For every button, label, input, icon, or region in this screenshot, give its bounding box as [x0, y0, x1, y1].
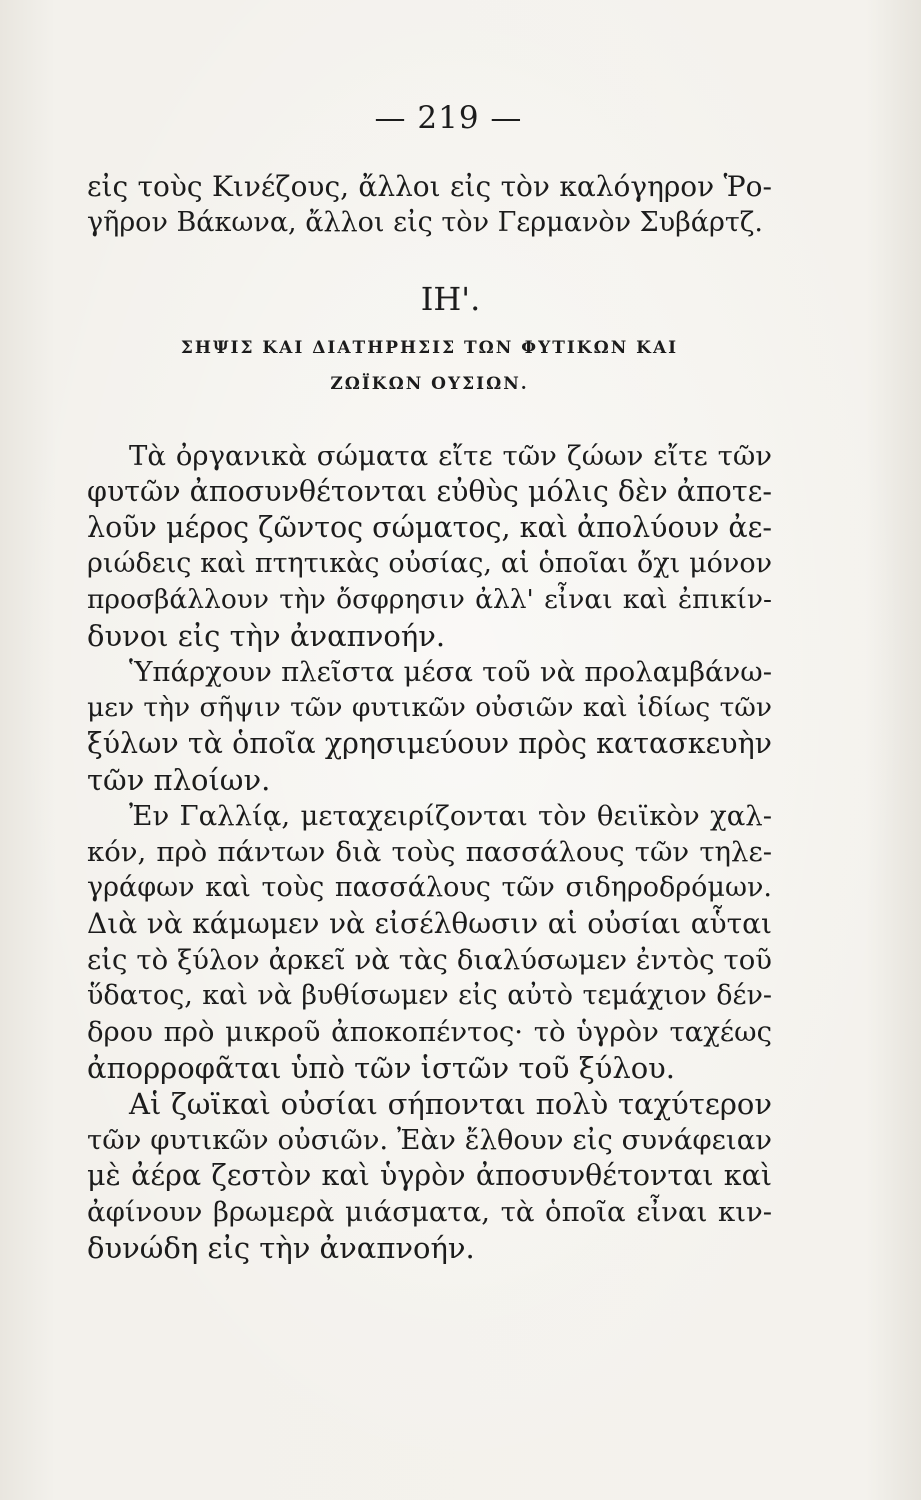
text-line: μὲ ἀέρα ζεστὸν καὶ ὑγρὸν ἀποσυνθέτονται καὶ [87, 1159, 772, 1192]
page-number: — 219 — [374, 100, 523, 136]
text-line: τῶν πλοίων. [87, 763, 271, 797]
text-line: ξύλων τὰ ὁποῖα χρησιμεύουν πρὸς κατασκευὴν [87, 727, 772, 760]
text-line: φυτῶν ἀποσυνθέτονται εὐθὺς μόλις δὲν ἀποτε- [87, 475, 773, 508]
section-title-line: ΣΗΨΙΣ ΚΑΙ ΔΙΑΤΗΡΗΣΙΣ ΤΩΝ ΦΥΤΙΚΩΝ ΚΑΙ [180, 338, 679, 358]
text-line: τῶν φυτικῶν οὐσιῶν. Ἐὰν ἔλθουν εἰς συνάφειαν [87, 1124, 772, 1156]
text-line: δυνοι εἰς τὴν ἀναπνοήν. [87, 619, 446, 653]
text-line: εἰς τοὺς Κινέζους, ἄλλοι εἰς τὸν καλόγηρον Ῥο- [87, 170, 772, 203]
section-number: ΙΗ'. [420, 280, 481, 318]
text-line: ριώδεις καὶ πτητικὰς οὐσίας, αἱ ὁποῖαι ὄχι μόνον [87, 548, 772, 579]
text-line: ὕδατος, καὶ νὰ βυθίσωμεν εἰς αὐτὸ τεμάχιον δέν- [87, 980, 772, 1011]
text-line: ἀπορροφᾶται ὑπὸ τῶν ἱστῶν τοῦ ξύλου. [87, 1051, 676, 1085]
text-line: γράφων καὶ τοὺς πασσάλους τῶν σιδηροδρόμων. [87, 872, 772, 903]
paragraph-first-line: Αἱ ζωϊκαὶ οὐσίαι σήπονται πολὺ ταχύτερον [129, 1087, 772, 1121]
text-line: γῆρον Βάκωνα, ἄλλοι εἰς τὸν Γερμανὸν Συβάρτζ. [87, 207, 763, 238]
section-title-line: ΖΩΪΚΩΝ ΟΥΣΙΩΝ. [330, 374, 529, 394]
paragraph-first-line: Τὰ ὀργανικὰ σώματα εἴτε τῶν ζώων εἴτε τῶν [129, 440, 772, 472]
text-line: προσβάλλουν τὴν ὄσφρησιν ἀλλ' εἶναι καὶ ἐπικίν- [87, 584, 772, 615]
paragraph-first-line: Ὑπάρχουν πλεῖστα μέσα τοῦ νὰ προλαμβάνω- [129, 656, 772, 688]
body-text [87, 438, 772, 1266]
text-line: λοῦν μέρος ζῶντος σώματος, καὶ ἀπολύουν ἀε- [87, 511, 772, 544]
text-line: Διὰ νὰ κάμωμεν νὰ εἰσέλθωσιν αἱ οὐσίαι αὗται [87, 907, 772, 940]
text-line: εἰς τὸ ξύλον ἀρκεῖ νὰ τὰς διαλύσωμεν ἐντὸς τοῦ [87, 944, 772, 976]
section-title [87, 330, 772, 402]
text-line: μεν τὴν σῆψιν τῶν φυτικῶν οὐσιῶν καὶ ἰδίως τῶν [87, 692, 772, 723]
intro-paragraph [87, 169, 772, 241]
text-line: δρου πρὸ μικροῦ ἀποκοπέντος· τὸ ὑγρὸν ταχέως [87, 1016, 772, 1048]
text-line: κόν, πρὸ πάντων διὰ τοὺς πασσάλους τῶν τηλε- [87, 836, 772, 868]
paragraph-first-line: Ἐν Γαλλίᾳ, μεταχειρίζονται τὸν θειϊκὸν χαλ- [129, 800, 772, 832]
text-line: ἀφίνουν βρωμερὰ μιάσματα, τὰ ὁποῖα εἶναι κιν- [87, 1196, 772, 1228]
text-line: δυνώδη εἰς τὴν ἀναπνοήν. [87, 1231, 475, 1265]
